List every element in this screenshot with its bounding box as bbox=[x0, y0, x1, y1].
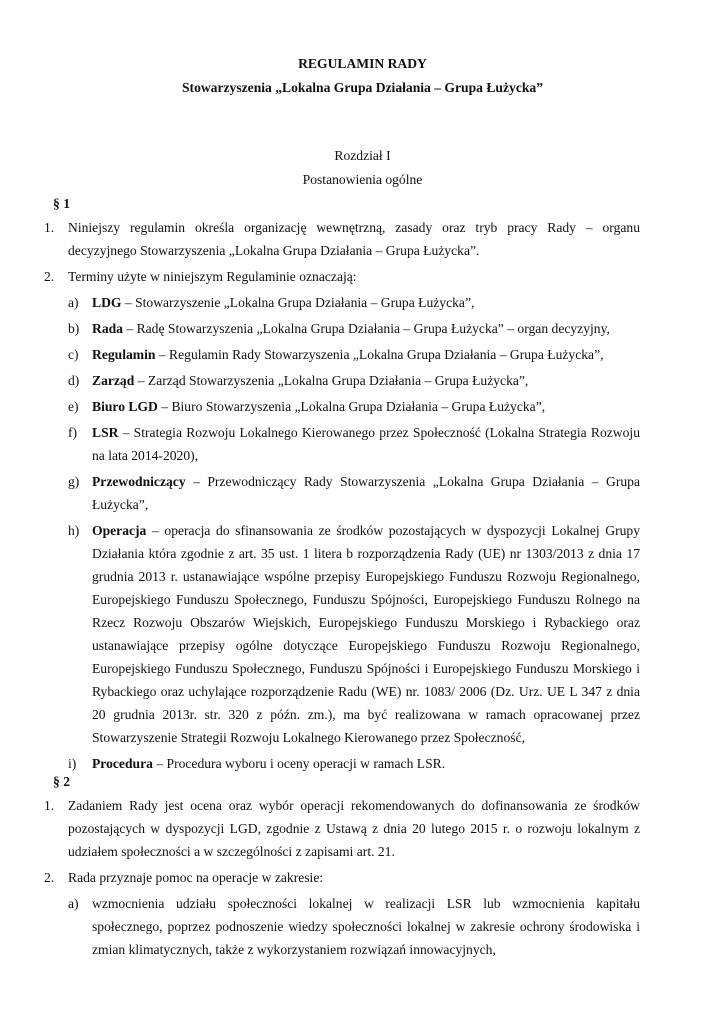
defined-term: Zarząd bbox=[92, 373, 135, 388]
list-item-text: wzmocnienia udziału społeczności lokalnej w realizacji LSR lub wzmocnienia kapitału społecznego, poprzez podnoszenie wiedzy społeczności lokalnej w zakresie ochrony środowiska i zmian klimatycznych, także z wykorzystaniem rozwiązań innowacyjnych, bbox=[92, 896, 640, 957]
paragraph-text: Niniejszy regulamin określa organizację wewnętrzną, zasady oraz tryb pracy Rady – organu decyzyjnego Stowarzyszenia „Lokalna Grupa Działania – Grupa Łużycka”. bbox=[68, 220, 640, 258]
definition-item bbox=[44, 291, 640, 314]
defined-term: Rada bbox=[92, 321, 123, 336]
defined-term: Operacja bbox=[92, 523, 147, 538]
defined-term: Przewodniczący bbox=[92, 474, 186, 489]
definition-text: – Stowarzyszenie „Lokalna Grupa Działania – Grupa Łużycka”, bbox=[121, 295, 475, 310]
definition-item bbox=[44, 343, 640, 366]
paragraph-number: 1. bbox=[44, 798, 55, 813]
document-title: REGULAMIN RADY bbox=[298, 56, 427, 71]
item-letter: a) bbox=[68, 896, 79, 911]
paragraph bbox=[44, 794, 640, 863]
definition-item bbox=[44, 317, 640, 340]
section-1-heading: § 1 bbox=[53, 196, 70, 211]
definition-text: – Przewodniczący Rady Stowarzyszenia „Lokalna Grupa Działania – Grupa Łużycka”, bbox=[92, 474, 640, 512]
item-letter: c) bbox=[68, 347, 79, 362]
paragraph-number: 1. bbox=[44, 220, 55, 235]
definition-item bbox=[44, 395, 640, 418]
defined-term: LSR bbox=[92, 425, 119, 440]
definition-text: – Zarząd Stowarzyszenia „Lokalna Grupa Działania – Grupa Łużycka”, bbox=[134, 373, 529, 388]
definition-item bbox=[44, 470, 640, 516]
defined-term: Procedura bbox=[92, 756, 153, 771]
item-letter: e) bbox=[68, 399, 79, 414]
item-letter: h) bbox=[68, 523, 80, 538]
paragraph-number: 2. bbox=[44, 269, 55, 284]
section-2-heading: § 2 bbox=[53, 774, 70, 789]
definition-item bbox=[44, 752, 640, 775]
item-letter: d) bbox=[68, 373, 80, 388]
document-subtitle: Stowarzyszenia „Lokalna Grupa Działania – Grupa Łużycka” bbox=[181, 80, 544, 95]
item-letter: i) bbox=[68, 756, 77, 771]
defined-term: LDG bbox=[92, 295, 122, 310]
paragraph bbox=[44, 265, 640, 288]
definition-text: – operacja do sfinansowania ze środków pozostających w dyspozycji Lokalnej Grupy Działania która zgodnie z art. 35 ust. 1 litera b rozporządzenia Rady (UE) nr 1303/2013 z dnia 17 grudnia 2013 r. ustanawiające wspólne przepisy Europejskiego Funduszu Rozwoju Regionalnego, Europejskiego Funduszu Społecznego, Funduszu Spójności, Europejskiego Funduszu Rolnego na Rzecz Rozwoju Obszarów Wiejskich, Europejskiego Funduszu Morskiego i Rybackiego oraz ustanawiające przepisy ogólne dotyczące Europejskiego Funduszu Rozwoju Regionalnego, Europejskiego Funduszu Społecznego, Funduszu Spójności i Europejskiego Funduszu Morskiego i Rybackiego oraz uchylające rozporządzenie Radu (WE) nr. 1083/ 2006 (Dz. Urz. UE L 347 z dnia 20 grudnia 2013r. str. 320 z późn. zm.), ma być realizowana w ramach opracowanej przez Stowarzyszenie Strategii Rozwoju Lokalnego Kierowanego przez Społeczność, bbox=[92, 523, 640, 745]
paragraph-number: 2. bbox=[44, 870, 55, 885]
item-letter: f) bbox=[68, 425, 78, 440]
section-1-body bbox=[44, 216, 640, 775]
item-letter: g) bbox=[68, 474, 80, 489]
definition-text: – Regulamin Rady Stowarzyszenia „Lokalna Grupa Działania – Grupa Łużycka”, bbox=[155, 347, 604, 362]
chapter-label: Rozdział I bbox=[334, 148, 391, 163]
paragraph-text: Terminy użyte w niniejszym Regulaminie oznaczają: bbox=[68, 269, 357, 284]
paragraph bbox=[44, 866, 640, 889]
paragraph-text: Rada przyznaje pomoc na operacje w zakresie: bbox=[68, 870, 324, 885]
section-2-body bbox=[44, 794, 640, 961]
definition-text: – Strategia Rozwoju Lokalnego Kierowanego przez Społeczność (Lokalna Strategia Rozwoju na lata 2014-2020), bbox=[92, 425, 640, 463]
list-item bbox=[44, 892, 640, 961]
item-letter: a) bbox=[68, 295, 79, 310]
defined-term: Biuro LGD bbox=[92, 399, 158, 414]
paragraph-text: Zadaniem Rady jest ocena oraz wybór operacji rekomendowanych do dofinansowania ze środków pozostających w dyspozycji LGD, zgodnie z Ustawą z dnia 20 lutego 2015 r. o rozwoju lokalnym z udziałem społeczności a w szczególności z zapisami art. 21. bbox=[68, 798, 640, 859]
chapter-title: Postanowienia ogólne bbox=[302, 172, 423, 187]
item-letter: b) bbox=[68, 321, 80, 336]
definition-item bbox=[44, 519, 640, 749]
definition-text: – Biuro Stowarzyszenia „Lokalna Grupa Działania – Grupa Łużycka”, bbox=[157, 399, 546, 414]
definition-item bbox=[44, 421, 640, 467]
paragraph bbox=[44, 216, 640, 262]
defined-term: Regulamin bbox=[92, 347, 156, 362]
definition-item bbox=[44, 369, 640, 392]
definition-text: – Procedura wyboru i oceny operacji w ramach LSR. bbox=[152, 756, 446, 771]
definition-text: – Radę Stowarzyszenia „Lokalna Grupa Działania – Grupa Łużycka” – organ decyzyjny, bbox=[122, 321, 610, 336]
